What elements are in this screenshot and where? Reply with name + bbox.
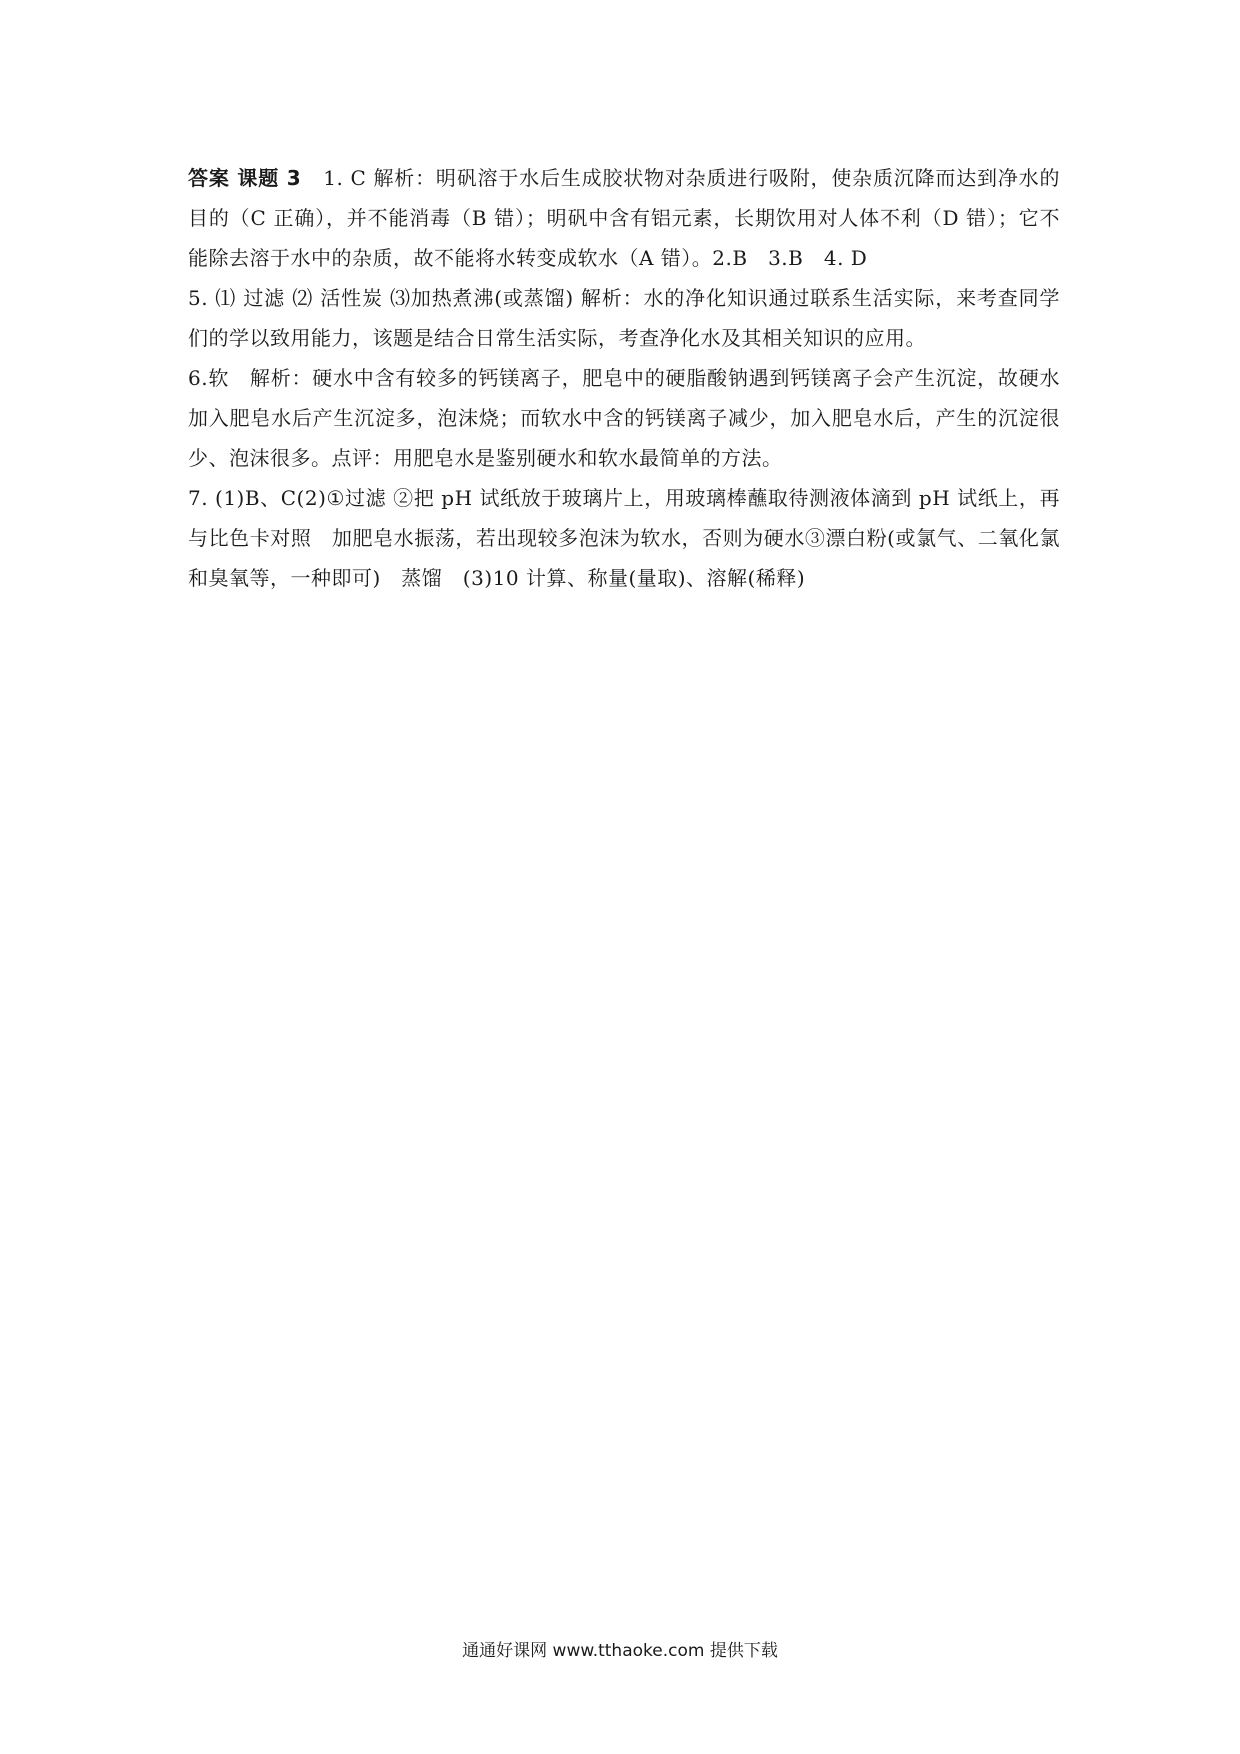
answer-paragraph-2: 5. ⑴ 过滤 ⑵ 活性炭 ⑶加热煮沸(或蒸馏) 解析：水的净化知识通过联系生活实际，来考查同学们的学以致用能力，该题是结合日常生活实际，考查净化水及其相关知识的应用。 <box>188 286 1060 350</box>
answer-paragraph-3: 6.软 解析：硬水中含有较多的钙镁离子，肥皂中的硬脂酸钠遇到钙镁离子会产生沉淀，故硬水加入肥皂水后产生沉淀多，泡沫烧；而软水中含的钙镁离子减少，加入肥皂水后，产生的沉淀很少、泡沫很多。点评：用肥皂水是鉴别硬水和软水最简单的方法。 <box>188 366 1060 470</box>
answer-paragraph-4: 7. (1)B、C(2)①过滤 ②把 pH 试纸放于玻璃片上，用玻璃棒蘸取待测液体滴到 pH 试纸上，再与比色卡对照 加肥皂水振荡，若出现较多泡沫为软水，否则为硬水③漂白粉(或氯气、二氧化氯和臭氧等，一种即可) 蒸馏 (3)10 计算、称量(量取)、溶解(稀释) <box>188 486 1060 590</box>
page-footer: 通通好课网 www.tthaoke.com 提供下载 <box>462 1641 778 1661</box>
answer-paragraph-1 <box>188 158 1060 278</box>
answer-heading: 答案 课题 3 <box>188 166 302 190</box>
answer-section <box>188 158 1060 598</box>
answer-text-1: 1. C 解析：明矾溶于水后生成胶状物对杂质进行吸附，使杂质沉降而达到净水的目的（C 正确），并不能消毒（B 错）；明矾中含有铝元素，长期饮用对人体不利（D 错）；它不能除去溶于水中的杂质，故不能将水转变成软水（A 错）。2.B 3.B 4. D <box>188 166 1060 270</box>
